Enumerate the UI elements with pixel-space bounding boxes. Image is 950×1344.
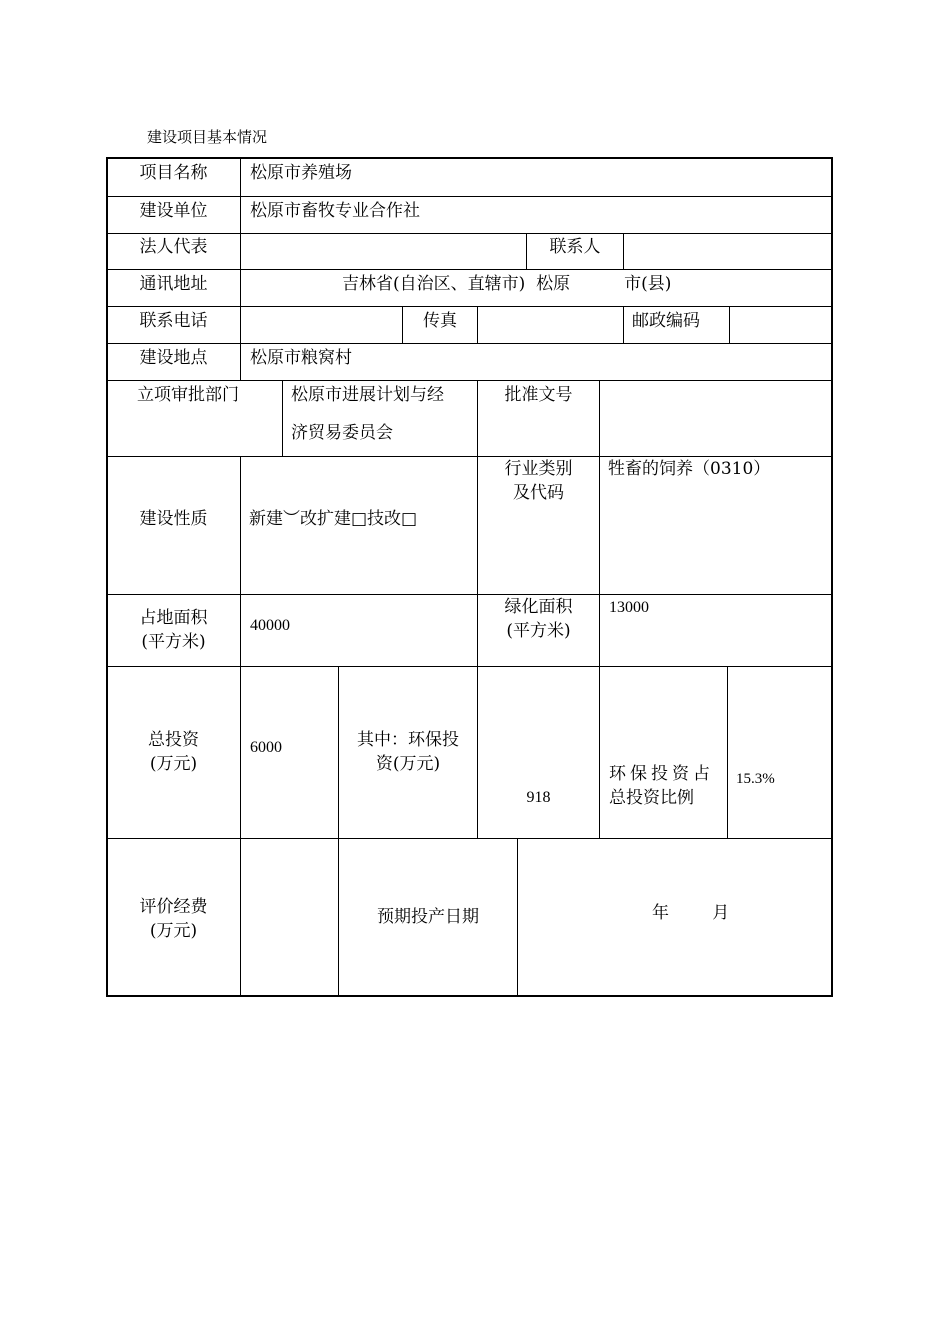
eval-fee-label-line1: 评价经费 [139, 897, 208, 917]
env-ratio-label-line2: 总投资比例 [609, 788, 694, 808]
col-divider [623, 306, 624, 344]
env-ratio-value: 15.3% [736, 771, 775, 787]
nature-label: 建设性质 [139, 509, 208, 529]
production-date-value: 年 月 [652, 903, 730, 923]
address-label: 通讯地址 [139, 274, 208, 294]
col-divider [727, 666, 728, 839]
total-investment-label-line2: (万元) [149, 754, 198, 774]
green-area-value: 13000 [609, 599, 649, 616]
legal-rep-label: 法人代表 [139, 237, 208, 257]
env-investment-label-line2: 资(万元) [375, 754, 441, 774]
env-investment-value: 918 [526, 789, 551, 806]
env-ratio-label-line1: 环保投资占 [609, 764, 714, 784]
land-area-label-line2: (平方米) [141, 632, 206, 652]
row-divider [106, 666, 833, 667]
contact-label: 联系人 [549, 237, 601, 257]
approval-dept-label: 立项审批部门 [137, 385, 239, 405]
row-divider [106, 306, 833, 307]
total-investment-label-line1: 总投资 [148, 730, 199, 750]
col-divider [338, 666, 339, 997]
col-divider [599, 380, 600, 839]
col-divider [477, 306, 478, 344]
postal-code-label: 邮政编码 [632, 311, 700, 331]
form-heading: 建设项目基本情况 [147, 128, 268, 146]
production-date-label: 预期投产日期 [377, 907, 479, 927]
row-divider [106, 343, 833, 344]
nature-value: 新建︶改扩建□技改□ [249, 509, 418, 529]
location-value: 松原市粮窝村 [250, 348, 352, 368]
row-divider [106, 380, 833, 381]
col-divider [282, 380, 283, 457]
row-divider [106, 196, 833, 197]
construction-unit-label: 建设单位 [139, 201, 208, 221]
project-name-value: 松原市养殖场 [250, 163, 352, 183]
total-investment-value: 6000 [250, 739, 282, 756]
project-name-label: 项目名称 [139, 163, 208, 183]
row-divider [106, 838, 833, 839]
approval-dept-line1: 松原市进展计划与经 [291, 385, 444, 405]
col-divider [517, 838, 518, 997]
land-area-label-line1: 占地面积 [139, 608, 208, 628]
col-divider [729, 306, 730, 344]
approval-dept-line2: 济贸易委员会 [291, 423, 393, 443]
address-value: 吉林省(自治区、直辖市) 松原 市(县) [342, 274, 672, 294]
col-divider [240, 157, 241, 381]
green-area-label-line1: 绿化面积 [504, 597, 573, 617]
industry-value: 牲畜的饲养（0310） [608, 459, 771, 479]
approval-doc-label: 批准文号 [504, 385, 573, 405]
col-divider [623, 233, 624, 270]
green-area-label-line2: (平方米) [506, 621, 571, 641]
phone-label: 联系电话 [139, 311, 208, 331]
row-divider [106, 269, 833, 270]
eval-fee-label-line2: (万元) [149, 921, 198, 941]
location-label: 建设地点 [139, 348, 208, 368]
row-divider [106, 233, 833, 234]
row-divider [106, 594, 833, 595]
col-divider [240, 456, 241, 997]
env-investment-label-line1: 其中：环保投 [357, 730, 459, 750]
land-area-value: 40000 [250, 617, 290, 634]
industry-label-line2: 及代码 [513, 483, 564, 503]
industry-label-line1: 行业类别 [504, 459, 573, 479]
fax-label: 传真 [423, 311, 457, 331]
construction-unit-value: 松原市畜牧专业合作社 [250, 201, 420, 221]
